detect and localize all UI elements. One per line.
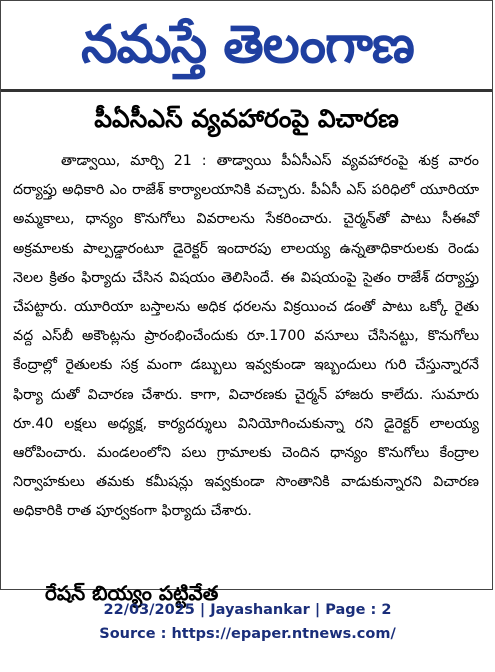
masthead-rule [1,89,492,92]
article-body [13,147,479,527]
footer-meta: 22/03/2025 | Jayashankar | Page : 2 [103,602,392,618]
next-headline-text: రేషన్ బియ్యం పట్టివేత [45,581,219,605]
footer-source: Source : https://epaper.ntnews.com/ [99,626,396,642]
masthead [1,3,494,87]
article-body-text: తాడ్వాయి, మార్చి 21 : తాడ్వాయి పీఏసీఎస్ వ్యవహారంపై శుక్ర వారం దర్యాప్తు అధికారి ఎం రాజేశ్ కార్యాలయానికి వచ్చారు. పీఏసీ ఎస్ పరిధిలో యూరియా అమ్మకాలు, ధాన్యం కొనుగోలు వివరాలను సేకరించారు. చైర్మన్‌తో పాటు సీఈవో అక్రమాలకు పాల్పడ్డారంటూ డైరెక్టర్ ఇందారపు లాలయ్య ఉన్నతాధికారులకు రెండు నెలల క్రితం ఫిర్యాదు చేసిన విషయం తెలిసిందే. ఈ విషయంపై సైతం రాజేశ్ దర్యాప్తు చేపట్టారు. యూరియా బస్తాలను అధిక ధరలను విక్రయించ డంతో పాటు ఒక్కో రైతు వద్ద ఎస్‌బీ అకౌంట్లను ప్రారంభించేందుకు రూ.1700 వసూలు చేసినట్టు, కొనుగోలు కేంద్రాల్లో రైతులకు సక్ర మంగా డబ్బులు ఇవ్వకుండా ఇబ్బందులు గురి చేస్తున్నారనే ఫిర్యా దుతో విచారణ చేశారు. కాగా, విచారణకు చైర్మన్ హాజరు కాలేదు. సుమారు రూ.40 లక్షలు అధ్యక్ష, కార్యదర్శులు వినియోగించుకున్నా రని డైరెక్టర్ లాలయ్య ఆరోపించారు. మండలంలోని పలు గ్రామాలకు చెందిన ధాన్యం కొనుగోలు కేంద్రాల నిర్వాహకులు తమకు కమీషన్లు ఇవ్వకుండా సొంతానికి వాడుకున్నారని విచారణ అధికారికి రాత పూర్వకంగా ఫిర్యాదు చేశారు. [13,153,479,520]
next-article-headline-fragment [45,579,465,605]
article-headline: పీఏసీఎస్ వ్యవహారంపై విచారణ [94,104,399,133]
footer [0,598,495,646]
masthead-title: నమస్తే తెలంగాణ [81,15,414,75]
